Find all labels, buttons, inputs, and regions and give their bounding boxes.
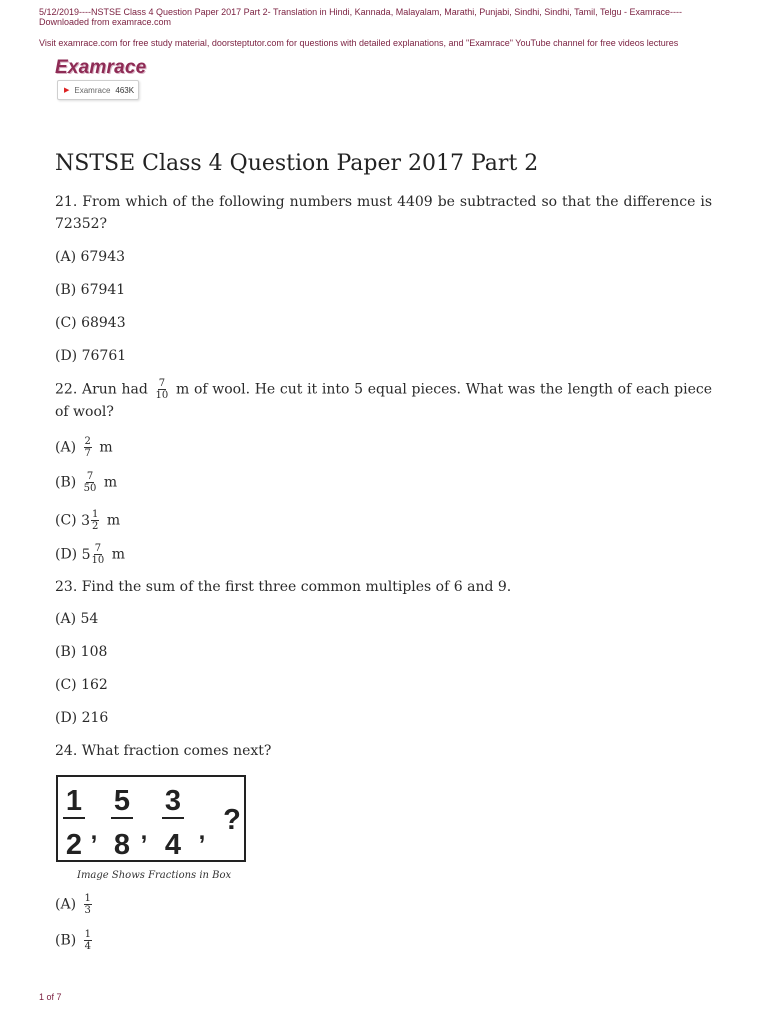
- q22-text-post: m of wool. He cut it into 5 equal pieces. What was the length of each piece of wool?: [55, 381, 713, 420]
- download-header: 5/12/2019----NSTSE Class 4 Question Paper 2017 Part 2- Translation in Hindi, Kannada, Malayalam, Marathi, Punjabi, Sindhi, Sindhi, Tamil, Telgu - Examrace----Downloaded from examrace.com: [39, 7, 682, 27]
- image-fraction-3-numerator: 3: [164, 785, 182, 817]
- image-fraction-2-denominator: 8: [113, 829, 131, 860]
- question-21: 21. From which of the following numbers must 4409 be subtracted so that the difference is 72352?: [55, 194, 712, 232]
- image-fraction-2-numerator: 5: [113, 785, 131, 817]
- image-fraction-1-numerator: 1: [65, 785, 83, 817]
- youtube-channel-name: Examrace: [74, 85, 111, 95]
- q24-option-b: (B) $\frac{1}{4}$: [55, 929, 92, 952]
- image-caption: Image Shows Fractions in Box: [77, 870, 232, 881]
- youtube-subscribe-button[interactable]: [57, 80, 139, 100]
- q22-option-b: (B) $\frac{7}{50}$ m: [55, 471, 118, 494]
- q21-option-b: (B) 67941: [55, 282, 126, 298]
- q23-option-d: (D) 216: [55, 710, 109, 726]
- q22-option-d: (D) 5 $\frac{7}{10}$ m: [55, 543, 125, 566]
- promo-header[interactable]: Visit examrace.com for free study material, doorsteptutor.com for questions with detailed explanations, and "Examrace" YouTube channel for free videos lectures: [39, 38, 679, 48]
- youtube-subscriber-count: 463K: [115, 85, 135, 95]
- fraction-sequence-image: [56, 775, 246, 862]
- q22-text-pre: 22. Arun had: [55, 381, 148, 398]
- q24-option-a: (A) $\frac{1}{3}$: [55, 893, 91, 916]
- q22-option-a: (A) $\frac{2}{7}$ m: [55, 436, 113, 459]
- fraction-sequence-svg: [58, 777, 244, 860]
- question-22: [55, 378, 712, 423]
- image-unknown-mark: ?: [223, 804, 241, 836]
- image-fraction-1-bar: [63, 817, 85, 819]
- image-fraction-2-bar: [111, 817, 133, 819]
- q23-option-a: (A) 54: [55, 611, 99, 627]
- q21-option-a: (A) 67943: [55, 249, 126, 265]
- page-counter: 1 of 7: [39, 992, 62, 1002]
- examrace-logo[interactable]: Examrace: [55, 57, 147, 78]
- q21-option-d: (D) 76761: [55, 348, 127, 364]
- image-separator-1: ,: [90, 818, 98, 845]
- q23-option-c: (C) 162: [55, 677, 108, 693]
- youtube-play-icon: ▶: [64, 87, 70, 94]
- question-23: 23. Find the sum of the first three common multiples of 6 and 9.: [55, 579, 512, 595]
- q23-option-b: (B) 108: [55, 644, 108, 660]
- image-separator-3: ,: [198, 818, 206, 845]
- image-fraction-3-bar: [162, 817, 184, 819]
- question-24: 24. What fraction comes next?: [55, 743, 272, 759]
- image-fraction-1-denominator: 2: [65, 829, 83, 860]
- q22-option-c: (C) 3 $\frac{1}{2}$ m: [55, 509, 121, 532]
- image-separator-2: ,: [140, 818, 148, 845]
- page-title: NSTSE Class 4 Question Paper 2017 Part 2: [55, 151, 539, 176]
- q21-option-c: (C) 68943: [55, 315, 126, 331]
- q22-fraction: $\frac{7}{10}$: [155, 378, 169, 401]
- image-fraction-3-denominator: 4: [164, 829, 182, 860]
